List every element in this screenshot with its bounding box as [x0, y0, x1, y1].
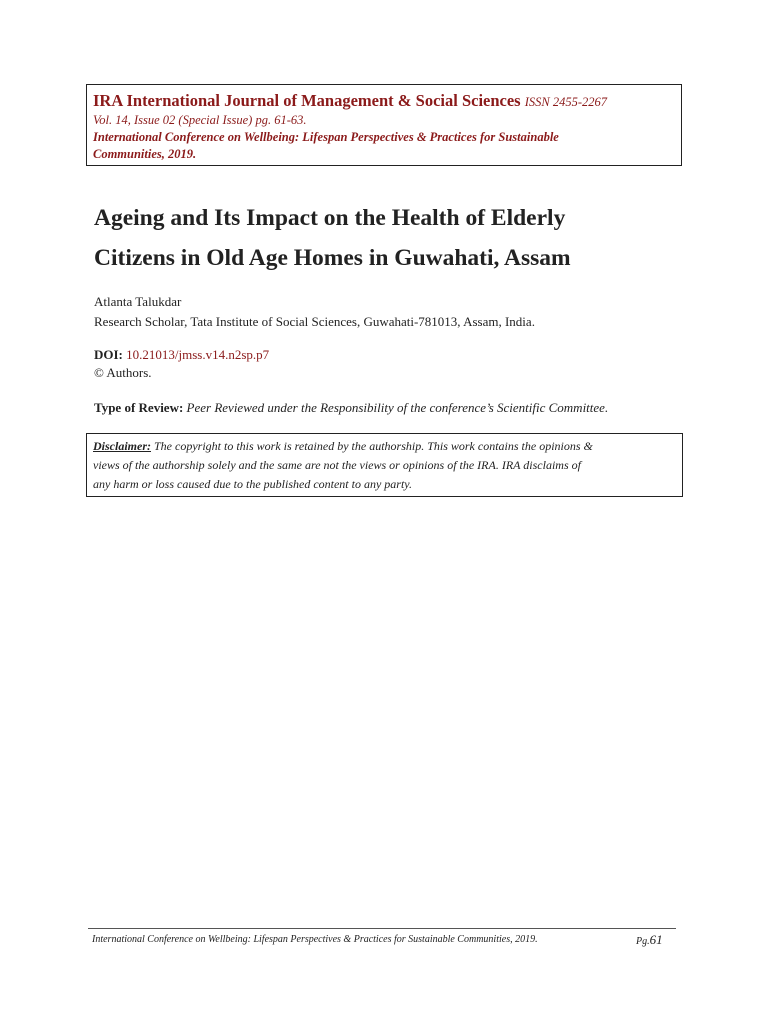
- journal-header-box: [86, 84, 682, 166]
- disclaimer-line2: views of the authorship solely and the same are not the views or opinions of the IRA. IRA disclaims of: [93, 458, 581, 472]
- journal-name: IRA International Journal of Management & Social Sciences: [93, 91, 521, 110]
- disclaimer-line1: The copyright to this work is retained by the authorship. This work contains the opinions &: [154, 439, 593, 453]
- footer-page-number: [636, 932, 663, 948]
- disclaimer-label: Disclaimer:: [93, 439, 151, 453]
- disclaimer-box: [86, 433, 683, 497]
- footer-conference-text: International Conference on Wellbeing: Lifespan Perspectives & Practices for Sustainable Communities, 2019.: [92, 934, 538, 945]
- doi-label: DOI:: [94, 347, 123, 362]
- conference-name-line2: Communities, 2019.: [93, 147, 197, 161]
- author-block: [94, 292, 535, 332]
- author-name: Atlanta Talukdar: [94, 294, 182, 309]
- conference-name-line1: International Conference on Wellbeing: Lifespan Perspectives & Practices for Sustainable: [93, 130, 559, 144]
- review-type-text: Peer Reviewed under the Responsibility of the conference’s Scientific Committee.: [186, 400, 609, 415]
- footer-page-value: 61: [649, 932, 663, 947]
- doi-link[interactable]: 10.21013/jmss.v14.n2sp.p7: [126, 347, 270, 362]
- author-affiliation: Research Scholar, Tata Institute of Social Sciences, Guwahati-781013, Assam, India.: [94, 314, 535, 329]
- paper-title-line2: Citizens in Old Age Homes in Guwahati, Assam: [94, 245, 571, 271]
- journal-volume: Vol. 14, Issue 02 (Special Issue) pg. 61-63.: [93, 113, 307, 127]
- footer-page-prefix: Pg.: [636, 936, 650, 947]
- copyright-notice: © Authors.: [94, 365, 152, 380]
- review-type-label: Type of Review:: [94, 400, 184, 415]
- doi-block: [94, 346, 269, 382]
- journal-title-line: [93, 91, 675, 112]
- journal-issn: ISSN 2455-2267: [524, 95, 608, 109]
- review-type: [94, 399, 608, 417]
- footer-divider: [88, 928, 676, 929]
- paper-title: [94, 198, 694, 278]
- disclaimer-line3: any harm or loss caused due to the published content to any party.: [93, 477, 412, 491]
- paper-title-line1: Ageing and Its Impact on the Health of Elderly: [94, 205, 566, 231]
